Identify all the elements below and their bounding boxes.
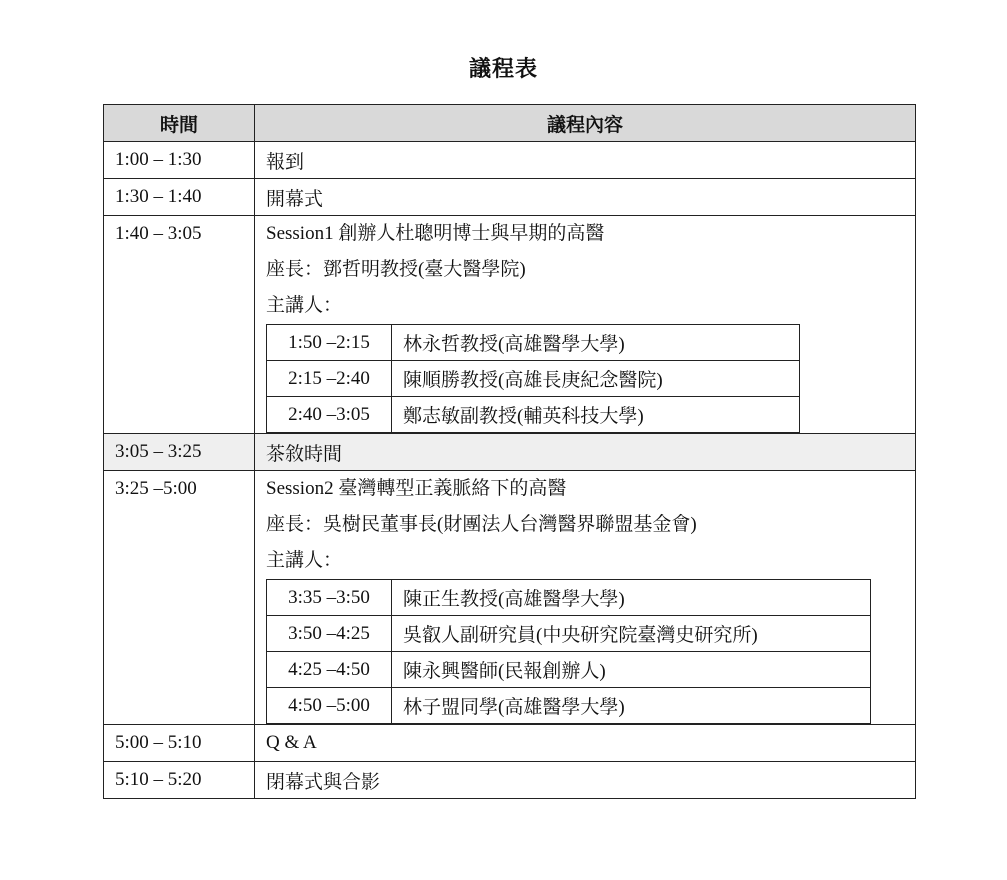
- row-content: 茶敘時間: [255, 434, 916, 471]
- talk-speaker: 吳叡人副研究員(中央研究院臺灣史研究所): [392, 616, 871, 652]
- row-time: [104, 471, 255, 725]
- session1-title: Session1 創辦人杜聰明博士與早期的高醫: [266, 223, 605, 244]
- content-header: 議程內容: [255, 105, 916, 142]
- row-content: 報到: [255, 142, 916, 179]
- talk-row: [267, 652, 871, 688]
- talk-speaker: 陳永興醫師(民報創辦人): [392, 652, 871, 688]
- session2-title: Session2 臺灣轉型正義脈絡下的高醫: [266, 478, 567, 499]
- talk-time: 4:50 –5:00: [267, 688, 392, 724]
- talk-time: 2:40 –3:05: [267, 397, 392, 433]
- table-row: [104, 762, 916, 799]
- time-header: 時間: [104, 105, 255, 142]
- row-time: 5:10 – 5:20: [104, 762, 255, 799]
- row-time: 1:00 – 1:30: [104, 142, 255, 179]
- talk-row: [267, 325, 800, 361]
- talk-speaker: 林子盟同學(高雄醫學大學): [392, 688, 871, 724]
- session2-speakers-label: 主講人：: [266, 550, 343, 571]
- session1-talks-table: [266, 324, 800, 433]
- session1-content: [255, 216, 916, 434]
- session1-speakers-label: 主講人：: [266, 295, 343, 316]
- table-row: [104, 142, 916, 179]
- talk-row: [267, 616, 871, 652]
- talk-time: 4:25 –4:50: [267, 652, 392, 688]
- talk-time: 1:50 –2:15: [267, 325, 392, 361]
- row-time: 1:30 – 1:40: [104, 179, 255, 216]
- session2-time: 3:25 –5:00: [115, 478, 197, 499]
- session2-chair: 座長：吳樹民董事長(財團法人台灣醫界聯盟基金會): [266, 514, 697, 535]
- session1-chair: 座長：鄧哲明教授(臺大醫學院): [266, 259, 526, 280]
- talk-speaker: 陳正生教授(高雄醫學大學): [392, 580, 871, 616]
- session1-time: 1:40 – 3:05: [115, 223, 202, 244]
- talk-speaker: 鄭志敏副教授(輔英科技大學): [392, 397, 800, 433]
- session2-talks-table: [266, 579, 871, 724]
- row-time: 3:05 – 3:25: [104, 434, 255, 471]
- table-row: [104, 179, 916, 216]
- agenda-table: [103, 104, 916, 799]
- talk-row: [267, 361, 800, 397]
- talk-time: 2:15 –2:40: [267, 361, 392, 397]
- table-row: [104, 434, 916, 471]
- row-content: Q & A: [255, 725, 916, 762]
- talk-time: 3:50 –4:25: [267, 616, 392, 652]
- row-content: 閉幕式與合影: [255, 762, 916, 799]
- session1-row: [104, 216, 916, 434]
- talk-row: [267, 580, 871, 616]
- session2-content: [255, 471, 916, 725]
- talk-speaker: 陳順勝教授(高雄長庚紀念醫院): [392, 361, 800, 397]
- table-row: [104, 725, 916, 762]
- talk-speaker: 林永哲教授(高雄醫學大學): [392, 325, 800, 361]
- header-row: [104, 105, 916, 142]
- talk-time: 3:35 –3:50: [267, 580, 392, 616]
- talk-row: [267, 397, 800, 433]
- page-title: 議程表: [468, 56, 538, 81]
- row-time: 5:00 – 5:10: [104, 725, 255, 762]
- row-time: [104, 216, 255, 434]
- session2-row: [104, 471, 916, 725]
- row-content: 開幕式: [255, 179, 916, 216]
- talk-row: [267, 688, 871, 724]
